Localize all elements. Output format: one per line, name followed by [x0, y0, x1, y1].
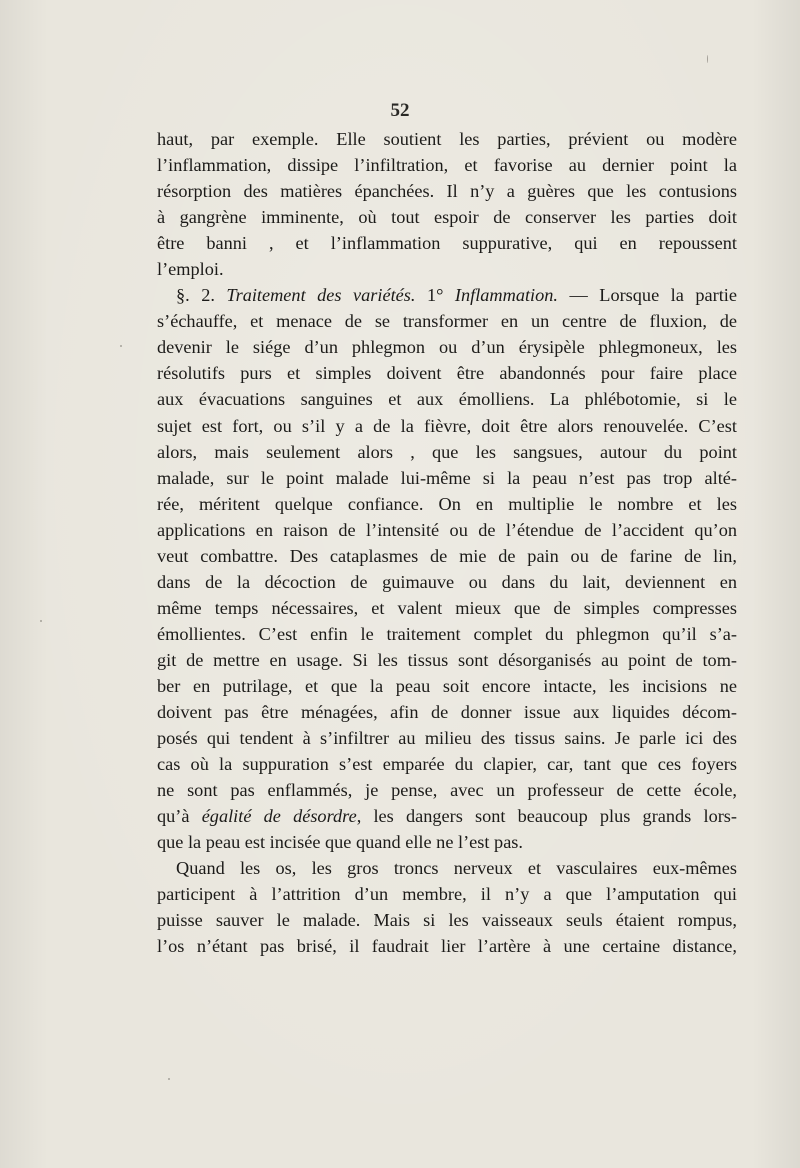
text-fragment: — Lorsque la partie: [569, 285, 737, 306]
text-line: doivent pas être ménagées, afin de donner issue aux liquides décom-: [157, 702, 737, 723]
paragraph-3: [157, 855, 737, 959]
text-line: cas où la suppuration s’est emparée du clapier, car, tant que ces foyers: [157, 754, 737, 775]
text-line: résorption des matières épanchées. Il n’y a guères que les contusions: [157, 181, 737, 202]
text-line: l’os n’étant pas brisé, il faudrait lier l’artère à une certaine distance,: [157, 936, 737, 957]
body-text: [157, 126, 737, 960]
text-fragment: Quand les os, les gros troncs nerveux et vasculaires eux-mêmes: [176, 858, 737, 879]
subsection-number: 1°: [426, 285, 444, 306]
text-line: l’emploi.: [157, 259, 224, 280]
section-title: Traitement des variétés.: [226, 285, 416, 306]
text-line: [157, 855, 737, 881]
paper-speck: [168, 1078, 170, 1080]
text-line: ne sont pas enflammés, je pense, avec un professeur de cette école,: [157, 780, 737, 801]
section-mark: §. 2.: [176, 285, 215, 306]
text-line: résolutifs purs et simples doivent être abandonnés pour faire place: [157, 363, 737, 384]
page-number: 52: [390, 100, 410, 121]
paragraph-1: [157, 126, 737, 282]
text-line: alors, mais seulement alors , que les sangsues, autour du point: [157, 441, 737, 462]
text-line: à gangrène imminente, où tout espoir de conserver les parties doit: [157, 207, 737, 228]
text-line: que la peau est incisée que quand elle ne l’est pas.: [157, 832, 523, 853]
subsection-title: Inflammation.: [454, 285, 558, 306]
text-line: veut combattre. Des cataplasmes de mie de pain ou de farine de lin,: [157, 545, 737, 566]
text-line: sujet est fort, ou s’il y a de la fièvre, doit être alors renouvelée. C’est: [157, 415, 737, 436]
text-fragment: qu’à: [157, 806, 190, 827]
text-fragment: , les dangers sont beaucoup plus grands lors-: [356, 806, 737, 827]
paper-speck: [40, 620, 42, 622]
text-line: applications en raison de l’intensité ou de l’étendue de l’accident qu’on: [157, 519, 737, 540]
text-line: aux évacuations sanguines et aux émolliens. La phlébotomie, si le: [157, 389, 737, 410]
paper-speck: [707, 55, 708, 63]
italic-phrase: égalité de désordre: [201, 806, 357, 827]
paper-speck: [120, 345, 122, 347]
text-line: rée, méritent quelque confiance. On en multiplie le nombre et les: [157, 493, 737, 514]
text-line: dans de la décoction de guimauve ou dans du lait, deviennent en: [157, 571, 737, 592]
text-line: puisse sauver le malade. Mais si les vaisseaux seuls étaient rompus,: [157, 910, 737, 931]
text-line: même temps nécessaires, et valent mieux que de simples compresses: [157, 597, 737, 618]
text-line: émollientes. C’est enfin le traitement complet du phlegmon qu’il s’a-: [157, 623, 737, 644]
text-line-with-italic: [157, 803, 737, 829]
text-line: l’inflammation, dissipe l’infiltration, et favorise au dernier point la: [157, 155, 737, 176]
text-line: malade, sur le point malade lui-même si la peau n’est pas trop alté-: [157, 467, 737, 488]
text-line: ber en putrilage, et que la peau soit encore intacte, les incisions ne: [157, 675, 737, 696]
section-heading-line: [157, 282, 737, 308]
text-line: participent à l’attrition d’un membre, il n’y a que l’amputation qui: [157, 884, 737, 905]
text-line: être banni , et l’inflammation suppurative, qui en repoussent: [157, 233, 737, 254]
text-line: s’échauffe, et menace de se transformer en un centre de fluxion, de: [157, 311, 737, 332]
text-line: haut, par exemple. Elle soutient les parties, prévient ou modère: [157, 129, 737, 149]
text-line: devenir le siége d’un phlegmon ou d’un érysipèle phlegmoneux, les: [157, 337, 737, 358]
paragraph-2: [157, 282, 737, 855]
text-line: git de mettre en usage. Si les tissus sont désorganisés au point de tom-: [157, 649, 737, 670]
text-line: posés qui tendent à s’infiltrer au milieu des tissus sains. Je parle ici des: [157, 728, 737, 749]
